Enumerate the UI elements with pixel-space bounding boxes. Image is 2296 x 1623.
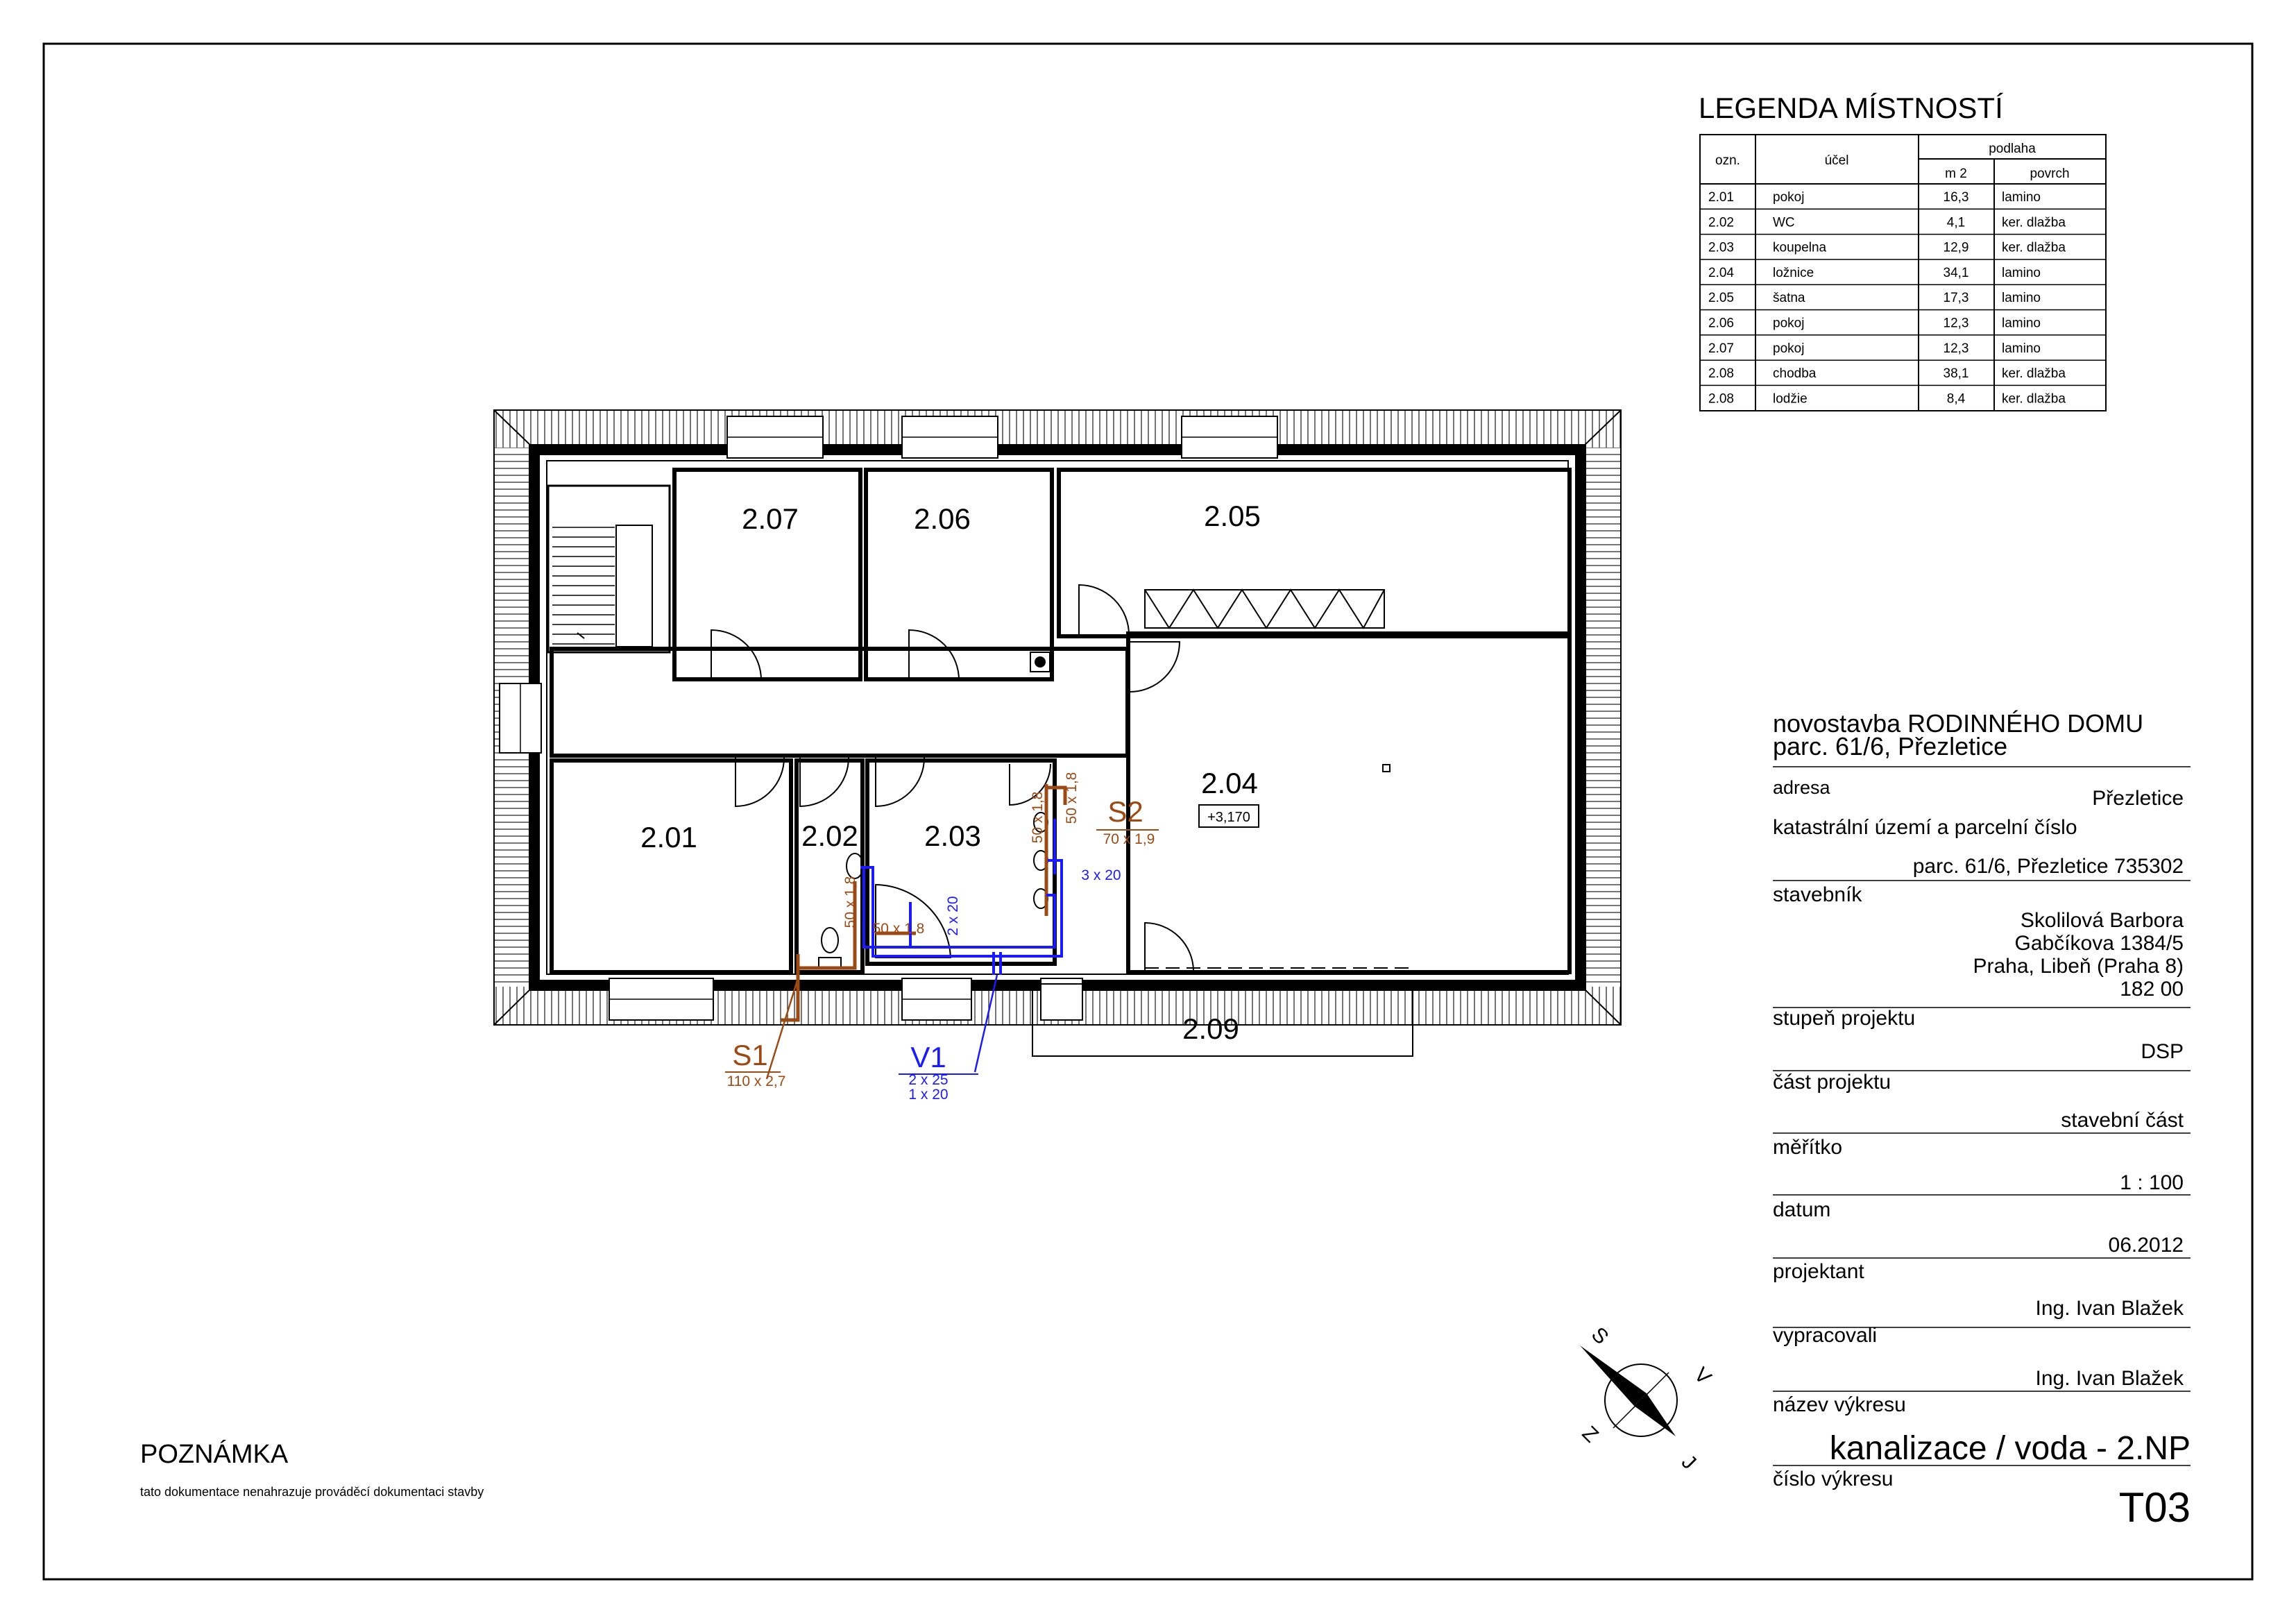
date-label: datum <box>1773 1198 1831 1221</box>
legend-header-area: m 2 <box>1945 167 1967 181</box>
scale-value: 1 : 100 <box>2120 1171 2184 1194</box>
legend-cell-area: 12,3 <box>1943 341 1969 356</box>
legend-row <box>1708 241 2066 255</box>
scale-label: měřítko <box>1773 1136 1843 1159</box>
room-label-203: 2.03 <box>924 819 981 852</box>
drawing-name-label: název výkresu <box>1773 1393 1906 1416</box>
note-text: tato dokumentace nenahrazuje prováděcí dokumentaci stavby <box>140 1485 484 1499</box>
riser-s1-label: S1 <box>732 1039 768 1071</box>
riser-v1-label: V1 <box>910 1041 946 1073</box>
legend-cell-surface: ker. dlažba <box>2002 391 2066 407</box>
legend-cell-purpose: WC <box>1773 215 1795 230</box>
legend-cell-code: 2.05 <box>1708 291 1734 306</box>
title-block <box>1773 709 2191 1531</box>
legend-cell-area: 17,3 <box>1943 291 1969 306</box>
legend-cell-code: 2.04 <box>1708 265 1734 280</box>
drawing-no-value: T03 <box>2118 1484 2191 1531</box>
room-label-206: 2.06 <box>914 502 971 535</box>
legend-row <box>1708 266 2041 280</box>
pipe-label-water2: 3 x 20 <box>1081 867 1121 883</box>
drawing-no-label: číslo výkresu <box>1773 1468 1894 1490</box>
designer-label: projektant <box>1773 1260 1864 1283</box>
legend-title: LEGENDA MÍSTNOSTÍ <box>1699 92 2003 124</box>
room-label-209: 2.09 <box>1182 1012 1239 1045</box>
room-label-207: 2.07 <box>742 502 799 535</box>
legend-cell-surface: lamino <box>2002 341 2041 356</box>
legend-cell-surface: lamino <box>2002 316 2041 331</box>
designer-value: Ing. Ivan Blažek <box>2035 1297 2184 1320</box>
legend-cell-surface: lamino <box>2002 265 2041 280</box>
riser-v1-size2: 1 x 20 <box>908 1087 949 1103</box>
legend-header-code: ozn. <box>1715 153 1740 168</box>
level-mark: +3,170 <box>1207 810 1250 825</box>
compass-w: Z <box>1577 1422 1603 1447</box>
pipe-label-san1: 50 x 1,8 <box>842 876 858 928</box>
legend-cell-code: 2.07 <box>1708 341 1734 356</box>
investor-line4: 182 00 <box>2120 978 2184 1001</box>
room-label-201: 2.01 <box>640 821 697 853</box>
address-label: adresa <box>1773 777 1830 798</box>
legend-cell-area: 12,9 <box>1943 240 1969 255</box>
riser-s2-size: 70 x 1,9 <box>1103 831 1155 847</box>
legend-cell-code: 2.02 <box>1708 215 1734 230</box>
drawn-label: vypracovali <box>1773 1324 1878 1347</box>
legend-header-surface: povrch <box>2030 167 2070 181</box>
note-title: POZNÁMKA <box>140 1440 289 1469</box>
riser-s2-label: S2 <box>1107 795 1143 828</box>
legend-cell-purpose: chodba <box>1773 366 1817 382</box>
pipe-label-san3: 50 x 1,8 <box>1030 791 1046 844</box>
legend-row <box>1708 391 2066 406</box>
legend-row <box>1708 316 2041 331</box>
legend-cell-purpose: pokoj <box>1773 190 1805 205</box>
legend-row <box>1708 366 2066 381</box>
project-line1: novostavba RODINNÉHO DOMU <box>1773 709 2144 738</box>
stage-label: stupeň projektu <box>1773 1007 1916 1030</box>
floor-plan <box>494 410 1621 1103</box>
investor-line1: Skolilová Barbora <box>2020 909 2184 932</box>
investor-line3: Praha, Libeň (Praha 8) <box>1973 955 2184 978</box>
legend-cell-surface: ker. dlažba <box>2002 215 2066 230</box>
room-label-202: 2.02 <box>801 819 858 852</box>
legend-cell-purpose: pokoj <box>1773 341 1805 356</box>
legend-cell-area: 34,1 <box>1943 265 1969 280</box>
legend-cell-surface: ker. dlažba <box>2002 240 2066 255</box>
project-line2: parc. 61/6, Přezletice <box>1773 732 2008 760</box>
drawn-value: Ing. Ivan Blažek <box>2035 1367 2184 1390</box>
address-value: Přezletice <box>2092 787 2184 810</box>
part-label: část projektu <box>1773 1071 1891 1094</box>
compass-s: J <box>1676 1450 1701 1475</box>
compass-n: S <box>1586 1323 1613 1350</box>
legend-header-purpose: účel <box>1824 153 1849 168</box>
legend-cell-area: 16,3 <box>1943 190 1969 205</box>
legend-cell-area: 4,1 <box>1946 215 1966 230</box>
legend-cell-purpose: koupelna <box>1773 240 1827 255</box>
legend-cell-area: 38,1 <box>1943 366 1969 382</box>
legend-cell-area: 8,4 <box>1946 391 1966 407</box>
legend-cell-purpose: ložnice <box>1773 265 1814 280</box>
compass-e: V <box>1689 1363 1716 1390</box>
drawing-name-value: kanalizace / voda - 2.NP <box>1829 1430 2191 1467</box>
room-label-205: 2.05 <box>1204 500 1261 532</box>
compass-needle <box>1580 1345 1647 1406</box>
legend-cell-code: 2.01 <box>1708 190 1734 205</box>
legend-cell-code: 2.03 <box>1708 240 1734 255</box>
pipe-label-water1: 2 x 20 <box>945 896 961 936</box>
riser-v1-size1: 2 x 25 <box>908 1072 949 1088</box>
legend-row <box>1708 341 2041 356</box>
legend-row <box>1708 291 2041 305</box>
legend-cell-purpose: pokoj <box>1773 316 1805 331</box>
investor-line2: Gabčíkova 1384/5 <box>2014 932 2184 955</box>
legend-cell-code: 2.06 <box>1708 316 1734 331</box>
north-arrow <box>1578 1323 1716 1475</box>
legend-header-floor: podlaha <box>1989 142 2036 156</box>
cadastre-label: katastrální území a parcelní číslo <box>1773 816 2077 839</box>
investor-label: stavebník <box>1773 883 1862 906</box>
riser-s1-size: 110 x 2,7 <box>726 1073 786 1089</box>
room-legend <box>1699 92 2106 411</box>
date-value: 06.2012 <box>2108 1234 2184 1257</box>
pipe-label-san4: 50 x 1,8 <box>1064 772 1080 824</box>
legend-cell-area: 12,3 <box>1943 316 1969 331</box>
legend-row <box>1708 190 2041 205</box>
stage-value: DSP <box>2141 1040 2184 1063</box>
cadastre-value: parc. 61/6, Přezletice 735302 <box>1912 855 2184 878</box>
legend-row <box>1708 215 2066 230</box>
legend-cell-code: 2.08 <box>1708 391 1734 407</box>
legend-cell-surface: ker. dlažba <box>2002 366 2066 382</box>
part-value: stavební část <box>2061 1109 2184 1132</box>
legend-cell-code: 2.08 <box>1708 366 1734 382</box>
legend-cell-surface: lamino <box>2002 190 2041 205</box>
legend-cell-surface: lamino <box>2002 291 2041 306</box>
legend-cell-purpose: šatna <box>1773 291 1805 306</box>
pipe-label-san2: 50 x 1,8 <box>872 921 925 937</box>
room-label-204: 2.04 <box>1201 767 1258 799</box>
legend-cell-purpose: lodžie <box>1773 391 1808 407</box>
